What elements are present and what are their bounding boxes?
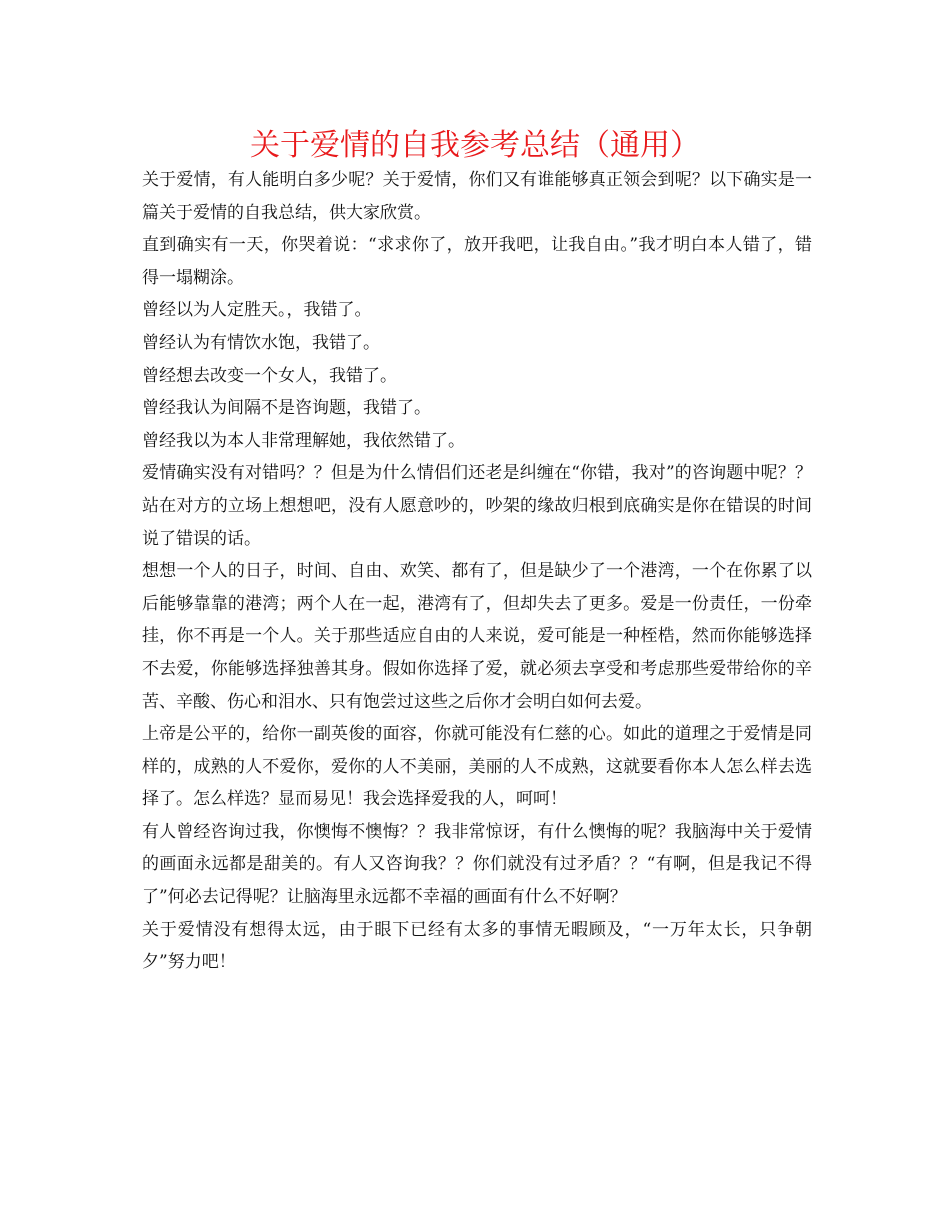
- document-body: [142, 164, 812, 979]
- document-title: 关于爱情的自我参考总结（通用）: [250, 128, 700, 163]
- paragraph-1: 关于爱情，有人能明白多少呢？关于爱情，你们又有谁能够真正领会到呢？以下确实是一篇关于爱情的自我总结，供大家欣赏。: [142, 170, 812, 223]
- paragraph-7: 曾经我以为本人非常理解她，我依然错了。: [142, 430, 465, 451]
- paragraph-6: 曾经我认为间隔不是咨询题，我错了。: [142, 398, 431, 419]
- paragraph-3: 曾经以为人定胜天。，我错了。: [142, 300, 372, 321]
- paragraph-11: 有人曾经咨询过我，你懊悔不懊悔？？我非常惊讶，有什么懊悔的呢？我脑海中关于爱情的画面永远都是甜美的。有人又咨询我？？你们就没有过矛盾？？“有啊，但是我记不得了”何必去记得呢？让脑海里永远都不幸福的画面有什么不好啊？: [142, 821, 812, 908]
- paragraph-2: 直到确实有一天，你哭着说：“求求你了，放开我吧，让我自由。”我才明白本人错了，错得一塌糊涂。: [142, 235, 812, 288]
- paragraph-8: 爱情确实没有对错吗？？但是为什么情侣们还老是纠缠在“你错，我对”的咨询题中呢？？站在对方的立场上想想吧，没有人愿意吵的，吵架的缘故归根到底确实是你在错误的时间说了错误的话。: [142, 463, 812, 549]
- paragraph-12: 关于爱情没有想得太远，由于眼下已经有太多的事情无暇顾及，“一万年太长，只争朝夕”努力吧！: [142, 919, 812, 973]
- paragraph-5: 曾经想去改变一个女人，我错了。: [142, 365, 397, 386]
- paragraph-9: 想想一个人的日子，时间、自由、欢笑、都有了，但是缺少了一个港湾，一个在你累了以后能够靠靠的港湾；两个人在一起，港湾有了，但却失去了更多。爱是一份责任，一份牵挂，你不再是一个人。关于那些适应自由的人来说，爱可能是一种桎梏，然而你能够选择不去爱，你能够选择独善其身。假如你选择了爱，就必须去享受和考虑那些爱带给你的辛苦、辛酸、伤心和泪水、只有饱尝过这些之后你才会明白如何去爱。: [142, 561, 812, 712]
- paragraph-4: 曾经认为有情饮水饱，我错了。: [142, 332, 380, 353]
- paragraph-10: 上帝是公平的，给你一副英俊的面容，你就可能没有仁慈的心。如此的道理之于爱情是同样的，成熟的人不爱你，爱你的人不美丽，美丽的人不成熟，这就要看你本人怎么样去选择了。怎么样选？显而易见！我会选择爱我的人，呵呵！: [142, 724, 812, 810]
